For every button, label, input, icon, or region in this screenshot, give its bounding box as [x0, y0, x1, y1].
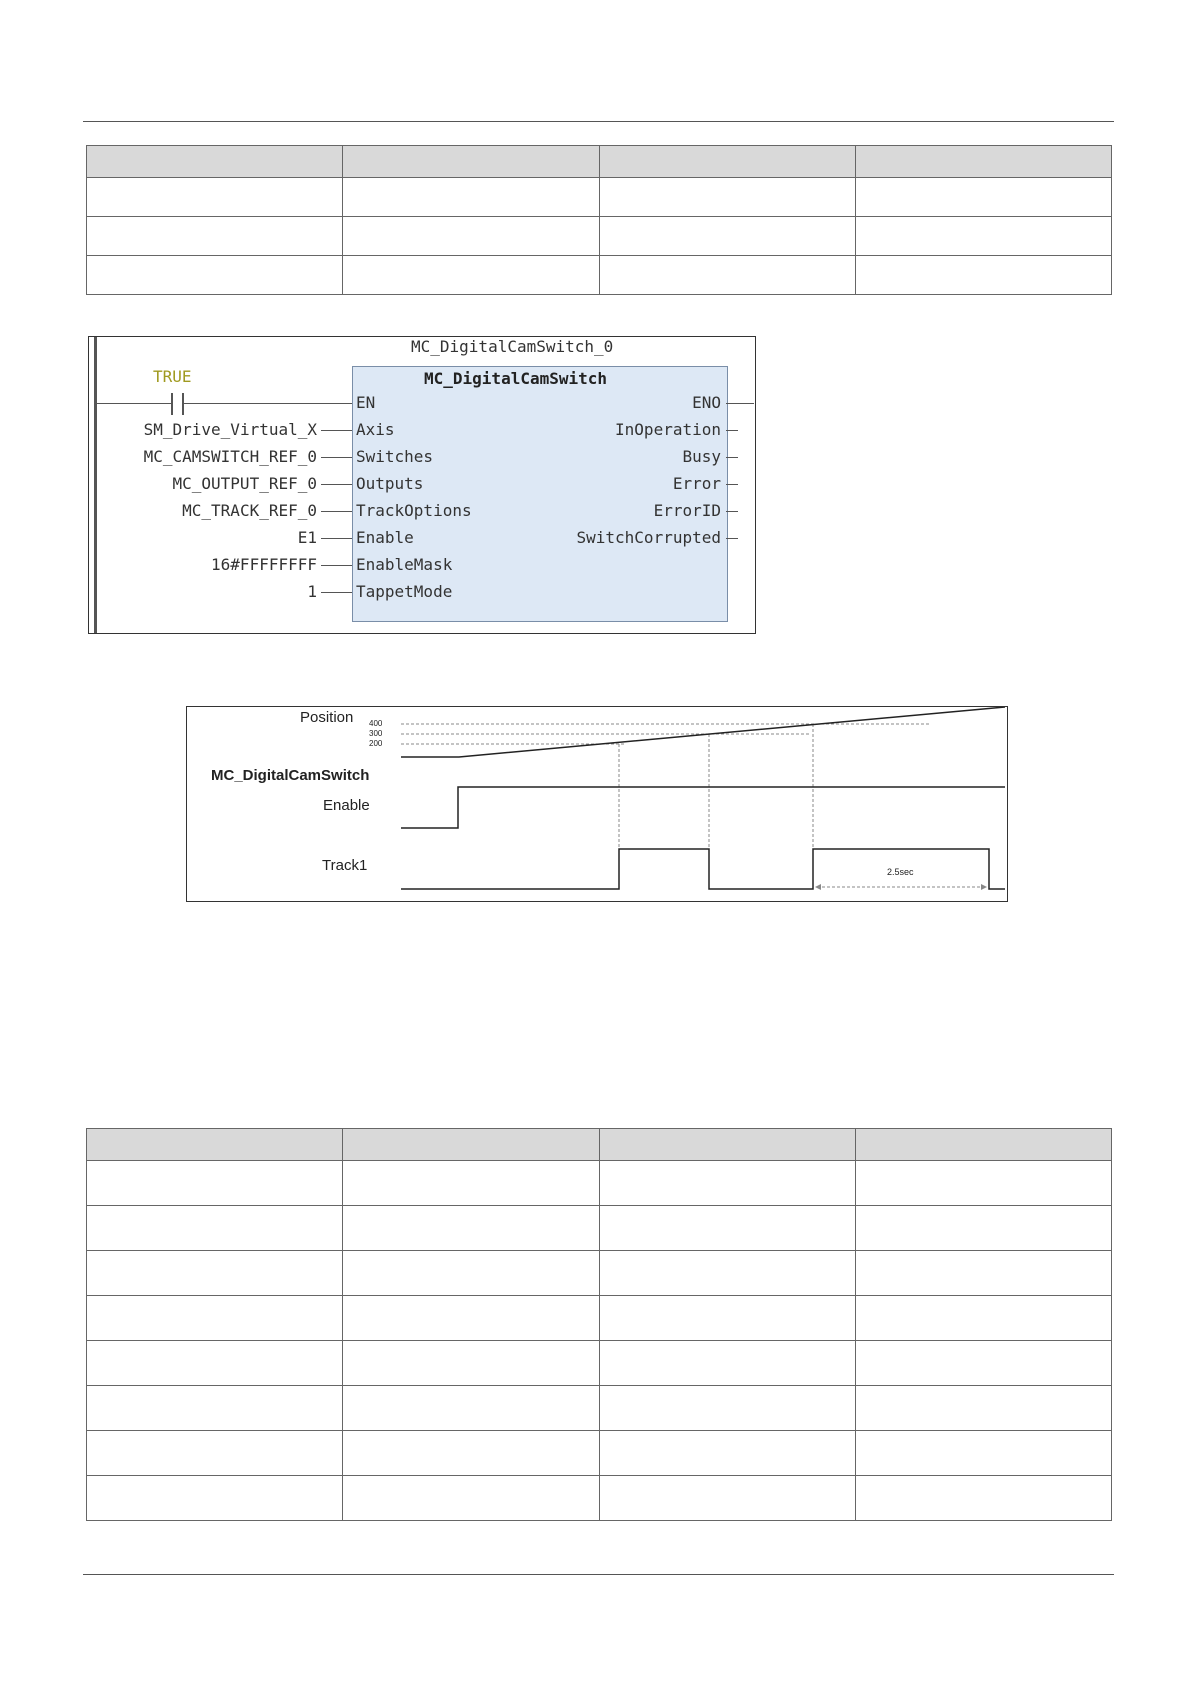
position-curve	[401, 707, 1005, 757]
eno-line	[726, 403, 754, 404]
parameter-table-top	[86, 145, 1112, 295]
track-label: Track1	[322, 857, 368, 874]
position-level-300: 300	[369, 729, 383, 738]
input-pin: TappetMode	[356, 582, 453, 601]
table-row	[87, 1386, 1112, 1431]
output-wire	[726, 430, 738, 431]
input-argument: SM_Drive_Virtual_X	[143, 420, 317, 439]
table-row	[87, 1431, 1112, 1476]
position-level-200: 200	[369, 739, 383, 748]
input-wire	[321, 565, 352, 566]
rung-line	[184, 403, 352, 404]
output-pin: Busy	[682, 447, 721, 466]
input-wire	[321, 592, 352, 593]
output-pin: SwitchCorrupted	[576, 528, 721, 547]
enable-label: Enable	[323, 797, 370, 814]
output-pin: InOperation	[615, 420, 721, 439]
input-pin: EN	[356, 393, 376, 412]
output-wire	[726, 457, 738, 458]
input-wire	[321, 430, 352, 431]
input-argument: 1	[307, 582, 317, 601]
table-header-row	[87, 146, 1112, 178]
input-pin: Outputs	[356, 474, 424, 493]
table-row	[87, 1296, 1112, 1341]
function-block-name: MC_DigitalCamSwitch	[424, 369, 608, 388]
table-row	[87, 178, 1112, 217]
timing-waveforms	[187, 707, 1007, 901]
input-wire	[321, 457, 352, 458]
input-wire	[321, 484, 352, 485]
table-row	[87, 217, 1112, 256]
duration-arrow-left	[815, 884, 821, 890]
footer-rule	[83, 1574, 1114, 1575]
input-pin: EnableMask	[356, 555, 453, 574]
table-row	[87, 1251, 1112, 1296]
input-wire	[321, 511, 352, 512]
timing-chart	[186, 706, 1008, 902]
input-argument: E1	[297, 528, 317, 547]
input-wire	[321, 538, 352, 539]
track1-signal	[401, 849, 1005, 889]
table-row	[87, 256, 1112, 295]
enable-signal	[401, 787, 1005, 828]
block-label: MC_DigitalCamSwitch	[211, 767, 370, 784]
output-pin: ErrorID	[653, 501, 721, 520]
input-pin: Axis	[356, 420, 395, 439]
output-wire	[726, 484, 738, 485]
contact-symbol	[161, 393, 191, 415]
input-argument: MC_OUTPUT_REF_0	[172, 474, 317, 493]
input-pin: Switches	[356, 447, 434, 466]
duration-arrow-right	[981, 884, 987, 890]
instance-name: MC_DigitalCamSwitch_0	[411, 337, 614, 356]
input-pin: Enable	[356, 528, 414, 547]
position-label: Position	[300, 709, 354, 726]
table-header-row	[87, 1129, 1112, 1161]
table-row	[87, 1476, 1112, 1521]
power-rail	[94, 337, 97, 633]
table-row	[87, 1161, 1112, 1206]
output-wire	[726, 511, 738, 512]
input-pin: TrackOptions	[356, 501, 472, 520]
table-row	[87, 1206, 1112, 1251]
table-row	[87, 1341, 1112, 1386]
position-level-400: 400	[369, 719, 383, 728]
contact-label: TRUE	[153, 367, 192, 386]
output-wire	[726, 538, 738, 539]
ladder-diagram	[88, 336, 756, 634]
output-pin: Error	[672, 474, 721, 493]
header-rule	[83, 121, 1114, 122]
output-pin: ENO	[692, 393, 721, 412]
input-argument: MC_CAMSWITCH_REF_0	[143, 447, 317, 466]
input-argument: 16#FFFFFFFF	[211, 555, 317, 574]
duration-label: 2.5sec	[887, 867, 914, 877]
input-argument: MC_TRACK_REF_0	[182, 501, 317, 520]
parameter-table-bottom	[86, 1128, 1112, 1521]
